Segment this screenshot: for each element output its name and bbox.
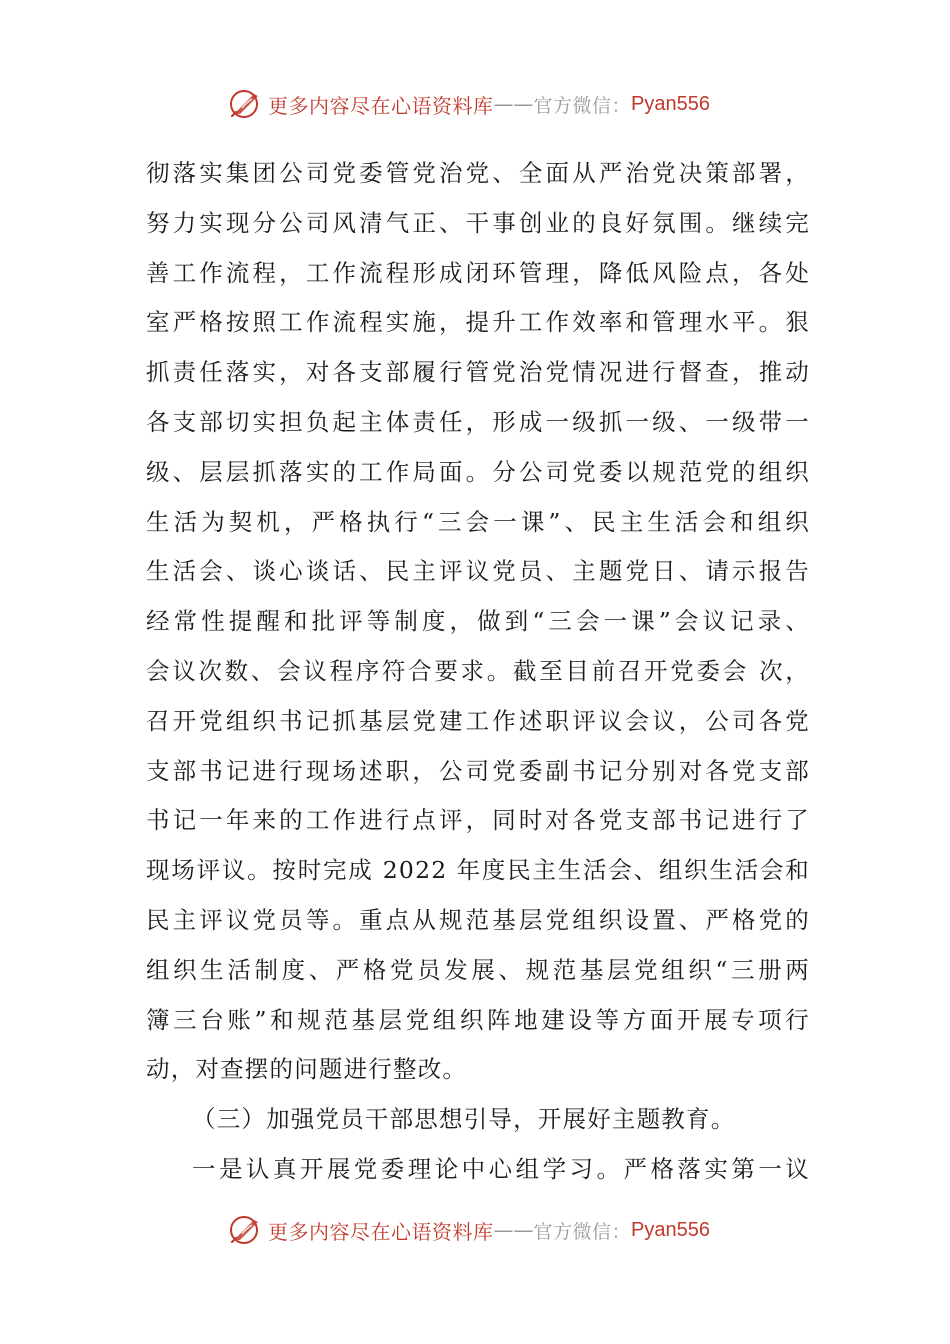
body-text (146, 149, 810, 1195)
banner-separator: —— (493, 1218, 534, 1242)
text-line: 经常性提醒和批评等制度，做到“三会一课”会议记录、 (146, 607, 810, 636)
text-line: 努力实现分公司风清气正、干事创业的良好氛围。继续完 (146, 208, 810, 237)
text-line: 生活为契机，严格执行“三会一课”、民主生活会和组织 (146, 507, 810, 536)
text-line: 会议次数、会议程序符合要求。截至目前召开党委会 次， (146, 656, 810, 685)
text-line: 民主评议党员等。重点从规范基层党组织设置、严格党的 (146, 905, 810, 934)
text-line: 室严格按照工作流程实施，提升工作效率和管理水平。狠 (146, 308, 810, 337)
banner-contact-label: 官方微信： (533, 94, 632, 117)
banner-brand-text: 更多内容尽在心语资料库 (268, 1219, 494, 1244)
text-line: 一是认真开展党委理论中心组学习。严格落实第一议 (192, 1154, 810, 1183)
text-line: 抓责任落实，对各支部履行管党治党情况进行督查，推动 (146, 358, 810, 387)
banner-wechat-id: Pyan556 (631, 92, 710, 115)
text-line: 书记一年来的工作进行点评，同时对各党支部书记进行了 (146, 806, 810, 835)
banner-wechat-id: Pyan556 (631, 1218, 710, 1241)
banner-separator: —— (493, 92, 534, 116)
section-heading: （三）加强党员干部思想引导，开展好主题教育。 (192, 1105, 736, 1134)
text-line: 生活会、谈心谈话、民主评议党员、主题党日、请示报告 (146, 557, 810, 586)
text-line: 组织生活制度、严格党员发展、规范基层党组织“三册两 (146, 955, 810, 984)
text-line: 各支部切实担负起主体责任，形成一级抓一级、一级带一 (146, 407, 810, 436)
quill-logo-icon (228, 1213, 262, 1247)
text-line: 支部书记进行现场述职，公司党委副书记分别对各党支部 (146, 756, 810, 785)
quill-logo-icon (228, 87, 262, 121)
banner-brand-text: 更多内容尽在心语资料库 (268, 93, 494, 118)
footer-watermark-banner (228, 1210, 728, 1250)
text-line: 级、层层抓落实的工作局面。分公司党委以规范党的组织 (146, 457, 810, 486)
text-line: 召开党组织书记抓基层党建工作述职评议会议，公司各党 (146, 706, 810, 735)
text-line: 彻落实集团公司党委管党治党、全面从严治党决策部署， (146, 159, 810, 187)
text-line: 簿三台账”和规范基层党组织阵地建设等方面开展专项行 (146, 1005, 810, 1034)
text-line: 善工作流程，工作流程形成闭环管理，降低风险点，各处 (146, 258, 810, 287)
header-watermark-banner (228, 84, 728, 124)
text-line: 现场评议。按时完成 2022 年度民主生活会、组织生活会和 (146, 856, 810, 885)
banner-contact-label: 官方微信： (533, 1220, 632, 1243)
text-line: 动，对查摆的问题进行整改。 (146, 1055, 468, 1084)
